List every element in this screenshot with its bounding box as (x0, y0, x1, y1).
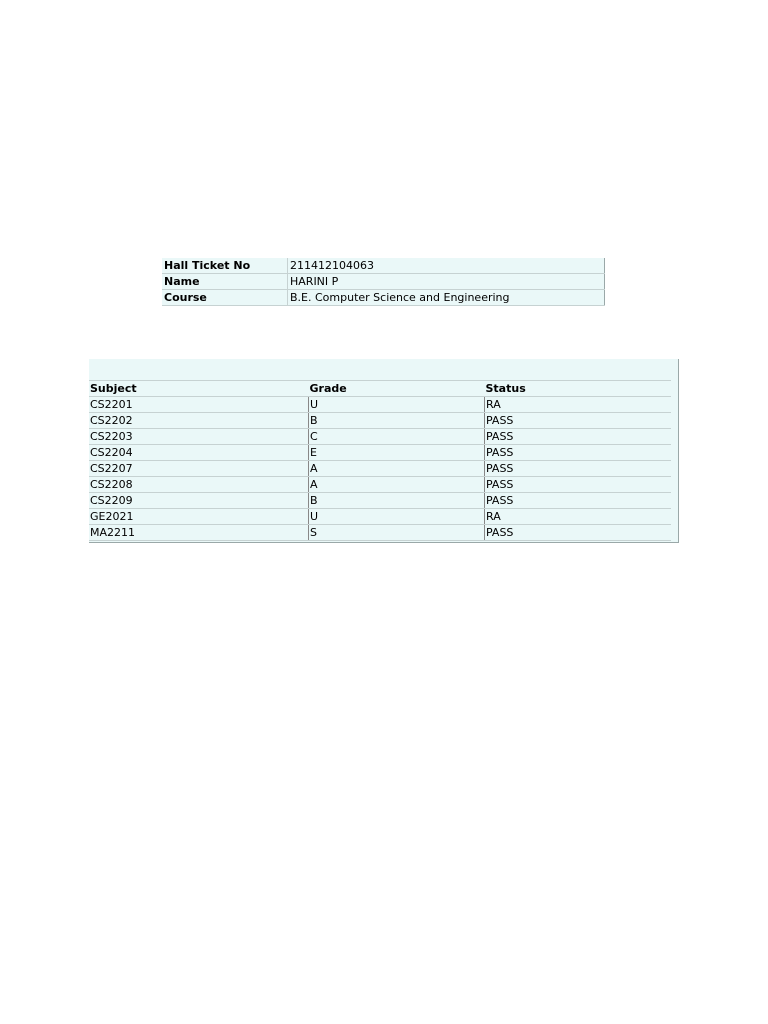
table-row (89, 509, 671, 525)
student-info-table (162, 258, 605, 306)
subject-header: Subject (89, 381, 309, 397)
grade-cell: A (309, 477, 485, 493)
results-panel (89, 359, 679, 543)
grade-cell: U (309, 397, 485, 413)
grade-cell: U (309, 509, 485, 525)
table-row (89, 413, 671, 429)
subject-cell: MA2211 (89, 525, 309, 541)
grade-cell: A (309, 461, 485, 477)
grade-cell: S (309, 525, 485, 541)
course-value: B.E. Computer Science and Engineering (288, 290, 605, 306)
status-cell: RA (485, 397, 672, 413)
status-header: Status (485, 381, 672, 397)
results-table (89, 380, 671, 541)
subject-cell: CS2204 (89, 445, 309, 461)
course-row (162, 290, 605, 306)
status-cell: PASS (485, 461, 672, 477)
subject-cell: CS2209 (89, 493, 309, 509)
grade-header: Grade (309, 381, 485, 397)
subject-cell: CS2203 (89, 429, 309, 445)
subject-cell: CS2207 (89, 461, 309, 477)
results-header-row (89, 381, 671, 397)
status-cell: PASS (485, 413, 672, 429)
name-label: Name (162, 274, 288, 290)
status-cell: PASS (485, 477, 672, 493)
name-row (162, 274, 605, 290)
status-cell: PASS (485, 525, 672, 541)
table-row (89, 477, 671, 493)
grade-cell: C (309, 429, 485, 445)
table-row (89, 493, 671, 509)
table-row (89, 445, 671, 461)
status-cell: PASS (485, 429, 672, 445)
name-value: HARINI P (288, 274, 605, 290)
hall-ticket-value: 211412104063 (288, 258, 605, 274)
status-cell: PASS (485, 445, 672, 461)
grade-cell: B (309, 493, 485, 509)
subject-cell: CS2201 (89, 397, 309, 413)
status-cell: PASS (485, 493, 672, 509)
table-row (89, 429, 671, 445)
subject-cell: CS2208 (89, 477, 309, 493)
grade-cell: B (309, 413, 485, 429)
table-row (89, 397, 671, 413)
grade-cell: E (309, 445, 485, 461)
subject-cell: GE2021 (89, 509, 309, 525)
hall-ticket-row (162, 258, 605, 274)
subject-cell: CS2202 (89, 413, 309, 429)
table-row (89, 461, 671, 477)
course-label: Course (162, 290, 288, 306)
table-row (89, 525, 671, 541)
status-cell: RA (485, 509, 672, 525)
hall-ticket-label: Hall Ticket No (162, 258, 288, 274)
